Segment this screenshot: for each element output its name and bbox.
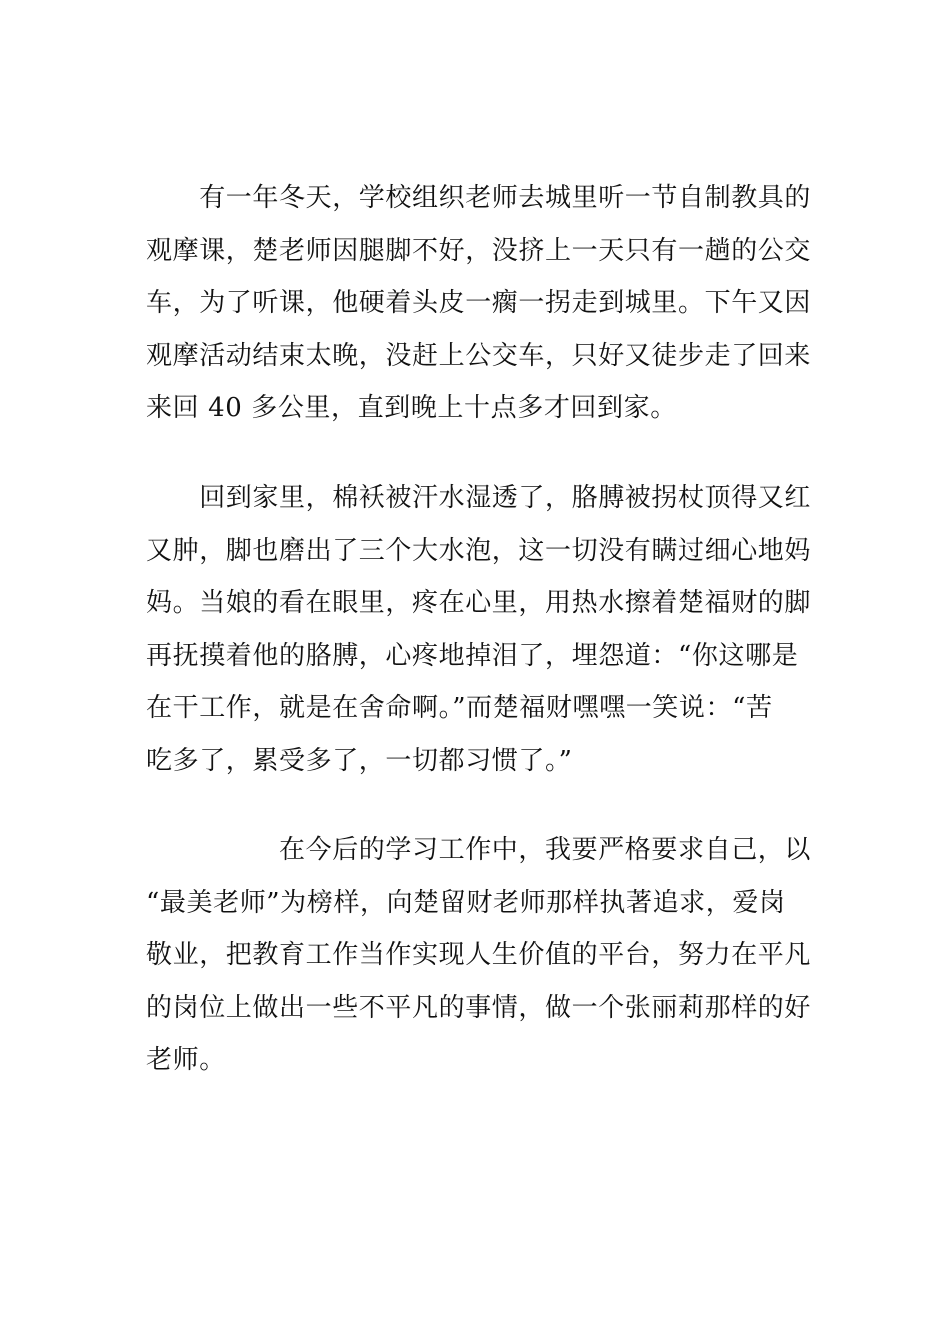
paragraph-line: 在干工作，就是在舍命啊。”而楚福财嘿嘿一笑说：“苦 <box>146 693 773 723</box>
paragraph-line: 在今后的学习工作中，我要严格要求自己，以 <box>146 835 812 865</box>
paragraph-line: 老师。 <box>146 1045 226 1075</box>
paragraph-2 <box>146 472 812 787</box>
paragraph-line: “最美老师”为榜样，向楚留财老师那样执著追求，爱岗 <box>146 887 786 918</box>
paragraph-1 <box>146 172 812 435</box>
paragraph-line: 的岗位上做出一些不平凡的事情，做一个张丽莉那样的好 <box>146 992 812 1023</box>
paragraph-3 <box>146 824 812 1087</box>
paragraph-line: 敬业，把教育工作当作实现人生价值的平台，努力在平凡 <box>146 940 812 970</box>
paragraph-line: 有一年冬天，学校组织老师去城里听一节自制教具的 <box>146 183 812 213</box>
paragraph-line: 来回 40 多公里，直到晚上十点多才回到家。 <box>146 393 677 423</box>
paragraph-line: 又肿，脚也磨出了三个大水泡，这一切没有瞒过细心地妈 <box>146 535 812 566</box>
paragraph-line: 吃多了，累受多了，一切都习惯了。” <box>146 745 573 776</box>
paragraph-line: 观摩活动结束太晚，没赶上公交车，只好又徒步走了回来 <box>146 340 812 371</box>
paragraph-line: 妈。当娘的看在眼里，疼在心里，用热水擦着楚福财的脚 <box>146 588 812 618</box>
paragraph-line: 回到家里，棉袄被汗水湿透了，胳膊被拐杖顶得又红 <box>146 483 812 513</box>
paragraph-line: 观摩课，楚老师因腿脚不好，没挤上一天只有一趟的公交 <box>146 235 812 266</box>
paragraph-line: 再抚摸着他的胳膊，心疼地掉泪了，埋怨道：“你这哪是 <box>146 640 799 671</box>
paragraph-line: 车，为了听课，他硬着头皮一瘸一拐走到城里。下午又因 <box>146 288 812 318</box>
